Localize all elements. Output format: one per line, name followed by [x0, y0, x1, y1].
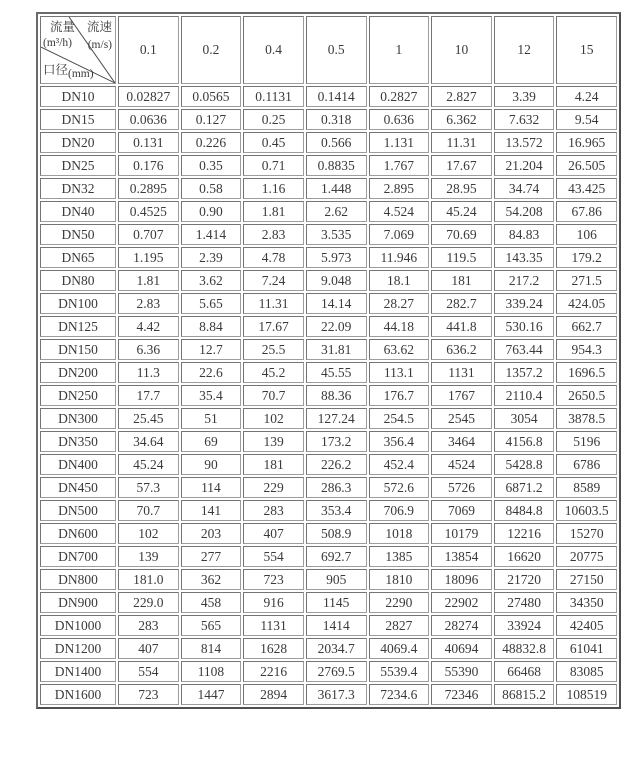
flow-value-cell: 7234.6	[369, 684, 430, 705]
flow-value-cell: 72346	[431, 684, 492, 705]
velocity-column-header: 12	[494, 16, 555, 84]
flow-value-cell: 7.632	[494, 109, 555, 130]
flow-value-cell: 0.35	[181, 155, 242, 176]
table-row	[40, 86, 617, 107]
flow-value-cell: 8484.8	[494, 500, 555, 521]
diameter-unit: (mm)	[68, 67, 94, 80]
flow-value-cell: 45.55	[306, 362, 367, 383]
flow-value-cell: 2110.4	[494, 385, 555, 406]
table-row	[40, 247, 617, 268]
flow-value-cell: 34.74	[494, 178, 555, 199]
flow-value-cell: 127.24	[306, 408, 367, 429]
flow-value-cell: 2290	[369, 592, 430, 613]
flow-value-cell: 1.131	[369, 132, 430, 153]
table-row	[40, 155, 617, 176]
flow-value-cell: 9.54	[556, 109, 617, 130]
table-row	[40, 661, 617, 682]
table-row	[40, 132, 617, 153]
flow-value-cell: 814	[181, 638, 242, 659]
flow-value-cell: 954.3	[556, 339, 617, 360]
diameter-cell: DN20	[40, 132, 116, 153]
flow-value-cell: 2545	[431, 408, 492, 429]
flow-label: 流量	[50, 20, 76, 34]
flow-value-cell: 179.2	[556, 247, 617, 268]
header-row	[40, 16, 617, 84]
flow-value-cell: 554	[243, 546, 304, 567]
flow-value-cell: 229.0	[118, 592, 179, 613]
flow-value-cell: 16620	[494, 546, 555, 567]
flow-value-cell: 34.64	[118, 431, 179, 452]
flow-value-cell: 10603.5	[556, 500, 617, 521]
flow-value-cell: 4.24	[556, 86, 617, 107]
flow-value-cell: 22.09	[306, 316, 367, 337]
flow-value-cell: 13.572	[494, 132, 555, 153]
diameter-cell: DN10	[40, 86, 116, 107]
flow-value-cell: 35.4	[181, 385, 242, 406]
flow-value-cell: 2894	[243, 684, 304, 705]
flow-value-cell: 0.1131	[243, 86, 304, 107]
flow-value-cell: 2.83	[118, 293, 179, 314]
flow-value-cell: 1.16	[243, 178, 304, 199]
flow-value-cell: 763.44	[494, 339, 555, 360]
flow-value-cell: 70.69	[431, 224, 492, 245]
diameter-cell: DN250	[40, 385, 116, 406]
flow-value-cell: 176.7	[369, 385, 430, 406]
flow-value-cell: 1131	[243, 615, 304, 636]
flow-value-cell: 66468	[494, 661, 555, 682]
flow-value-cell: 905	[306, 569, 367, 590]
diameter-cell: DN800	[40, 569, 116, 590]
diameter-cell: DN1200	[40, 638, 116, 659]
flow-value-cell: 5.973	[306, 247, 367, 268]
flow-value-cell: 13854	[431, 546, 492, 567]
flow-value-cell: 22.6	[181, 362, 242, 383]
flow-value-cell: 20775	[556, 546, 617, 567]
flow-value-cell: 0.0636	[118, 109, 179, 130]
flow-value-cell: 40694	[431, 638, 492, 659]
flow-value-cell: 69	[181, 431, 242, 452]
flow-value-cell: 662.7	[556, 316, 617, 337]
flow-value-cell: 70.7	[118, 500, 179, 521]
diameter-cell: DN100	[40, 293, 116, 314]
flow-value-cell: 42405	[556, 615, 617, 636]
flow-value-cell: 723	[243, 569, 304, 590]
flow-value-cell: 2.895	[369, 178, 430, 199]
flow-value-cell: 5196	[556, 431, 617, 452]
flow-value-cell: 277	[181, 546, 242, 567]
flow-value-cell: 21720	[494, 569, 555, 590]
flow-value-cell: 441.8	[431, 316, 492, 337]
diameter-cell: DN350	[40, 431, 116, 452]
flow-value-cell: 0.25	[243, 109, 304, 130]
flow-value-cell: 2.83	[243, 224, 304, 245]
flow-value-cell: 4524	[431, 454, 492, 475]
flow-value-cell: 55390	[431, 661, 492, 682]
flow-value-cell: 43.425	[556, 178, 617, 199]
flow-value-cell: 48832.8	[494, 638, 555, 659]
flow-value-cell: 458	[181, 592, 242, 613]
flow-value-cell: 554	[118, 661, 179, 682]
flow-value-cell: 6.36	[118, 339, 179, 360]
flow-value-cell: 530.16	[494, 316, 555, 337]
table-row	[40, 500, 617, 521]
flow-value-cell: 3.62	[181, 270, 242, 291]
flow-value-cell: 1357.2	[494, 362, 555, 383]
diameter-cell: DN65	[40, 247, 116, 268]
flow-value-cell: 254.5	[369, 408, 430, 429]
diameter-label-text: 口径	[43, 62, 69, 77]
diameter-cell: DN150	[40, 339, 116, 360]
flow-value-cell: 45.24	[118, 454, 179, 475]
flow-value-cell: 1.195	[118, 247, 179, 268]
flow-value-cell: 106	[556, 224, 617, 245]
flow-value-cell: 3617.3	[306, 684, 367, 705]
flow-value-cell: 2769.5	[306, 661, 367, 682]
flow-value-cell: 7.24	[243, 270, 304, 291]
corner-header-cell	[40, 16, 116, 84]
flow-value-cell: 139	[243, 431, 304, 452]
flow-value-cell: 45.24	[431, 201, 492, 222]
flow-value-cell: 0.71	[243, 155, 304, 176]
table-row	[40, 362, 617, 383]
flow-value-cell: 0.90	[181, 201, 242, 222]
flow-value-cell: 1.81	[243, 201, 304, 222]
flow-value-cell: 2.827	[431, 86, 492, 107]
diameter-cell: DN450	[40, 477, 116, 498]
flow-value-cell: 28.95	[431, 178, 492, 199]
diameter-cell: DN400	[40, 454, 116, 475]
flow-value-cell: 3464	[431, 431, 492, 452]
flow-value-cell: 114	[181, 477, 242, 498]
flow-value-cell: 102	[243, 408, 304, 429]
flow-value-cell: 3.39	[494, 86, 555, 107]
flow-value-cell: 181	[431, 270, 492, 291]
diameter-cell: DN500	[40, 500, 116, 521]
flow-value-cell: 3.535	[306, 224, 367, 245]
velocity-column-header: 0.5	[306, 16, 367, 84]
flow-value-cell: 57.3	[118, 477, 179, 498]
velocity-unit: (m/s)	[87, 39, 112, 51]
velocity-column-header: 10	[431, 16, 492, 84]
flow-value-cell: 17.67	[431, 155, 492, 176]
flow-value-cell: 0.58	[181, 178, 242, 199]
table-row	[40, 592, 617, 613]
flow-value-cell: 4.42	[118, 316, 179, 337]
flow-value-cell: 2827	[369, 615, 430, 636]
flow-value-cell: 5428.8	[494, 454, 555, 475]
flow-value-cell: 90	[181, 454, 242, 475]
flow-value-cell: 0.636	[369, 109, 430, 130]
flow-value-cell: 407	[243, 523, 304, 544]
flow-value-cell: 1414	[306, 615, 367, 636]
velocity-column-header: 15	[556, 16, 617, 84]
flow-value-cell: 143.35	[494, 247, 555, 268]
flow-value-cell: 339.24	[494, 293, 555, 314]
flow-value-cell: 0.4525	[118, 201, 179, 222]
flow-value-cell: 108519	[556, 684, 617, 705]
flow-value-cell: 229	[243, 477, 304, 498]
flow-value-cell: 12216	[494, 523, 555, 544]
flow-value-cell: 44.18	[369, 316, 430, 337]
table-row	[40, 270, 617, 291]
flow-value-cell: 11.946	[369, 247, 430, 268]
flow-value-cell: 3878.5	[556, 408, 617, 429]
flow-value-cell: 113.1	[369, 362, 430, 383]
table-row	[40, 224, 617, 245]
flow-value-cell: 283	[118, 615, 179, 636]
flow-value-cell: 45.2	[243, 362, 304, 383]
table-row	[40, 178, 617, 199]
flow-value-cell: 1628	[243, 638, 304, 659]
diameter-cell: DN600	[40, 523, 116, 544]
flow-value-cell: 70.7	[243, 385, 304, 406]
flow-value-cell: 3054	[494, 408, 555, 429]
flow-value-cell: 1.414	[181, 224, 242, 245]
flow-value-cell: 1696.5	[556, 362, 617, 383]
flow-value-cell: 0.1414	[306, 86, 367, 107]
table-row	[40, 684, 617, 705]
flow-value-cell: 18096	[431, 569, 492, 590]
table-row	[40, 477, 617, 498]
flow-value-cell: 25.45	[118, 408, 179, 429]
diameter-label	[43, 64, 94, 78]
flow-value-cell: 0.566	[306, 132, 367, 153]
flow-value-cell: 286.3	[306, 477, 367, 498]
diameter-cell: DN700	[40, 546, 116, 567]
flow-value-cell: 0.176	[118, 155, 179, 176]
table-body	[40, 86, 617, 705]
flow-value-cell: 0.2827	[369, 86, 430, 107]
table-row	[40, 615, 617, 636]
flow-value-cell: 27150	[556, 569, 617, 590]
table-row	[40, 109, 617, 130]
flow-value-cell: 22902	[431, 592, 492, 613]
flow-value-cell: 31.81	[306, 339, 367, 360]
flow-value-cell: 565	[181, 615, 242, 636]
flow-value-cell: 17.67	[243, 316, 304, 337]
diameter-cell: DN40	[40, 201, 116, 222]
diameter-cell: DN15	[40, 109, 116, 130]
flow-value-cell: 181.0	[118, 569, 179, 590]
flow-value-cell: 181	[243, 454, 304, 475]
flow-value-cell: 2650.5	[556, 385, 617, 406]
diameter-cell: DN125	[40, 316, 116, 337]
flow-value-cell: 4156.8	[494, 431, 555, 452]
flow-value-cell: 7.069	[369, 224, 430, 245]
table-row	[40, 638, 617, 659]
velocity-label: 流速	[86, 20, 112, 34]
flow-value-cell: 0.0565	[181, 86, 242, 107]
diameter-cell: DN900	[40, 592, 116, 613]
velocity-column-header: 1	[369, 16, 430, 84]
flow-value-cell: 8589	[556, 477, 617, 498]
flow-value-cell: 7069	[431, 500, 492, 521]
flow-value-cell: 1447	[181, 684, 242, 705]
flow-value-cell: 9.048	[306, 270, 367, 291]
flow-value-cell: 1108	[181, 661, 242, 682]
flow-value-cell: 10179	[431, 523, 492, 544]
flow-value-cell: 28274	[431, 615, 492, 636]
flow-value-cell: 141	[181, 500, 242, 521]
flow-value-cell: 21.204	[494, 155, 555, 176]
flow-value-cell: 572.6	[369, 477, 430, 498]
table-row	[40, 523, 617, 544]
diameter-cell: DN1600	[40, 684, 116, 705]
flow-value-cell: 0.8835	[306, 155, 367, 176]
flow-value-cell: 508.9	[306, 523, 367, 544]
flow-value-cell: 2.39	[181, 247, 242, 268]
velocity-column-header: 0.4	[243, 16, 304, 84]
velocity-column-header: 0.2	[181, 16, 242, 84]
flow-value-cell: 14.14	[306, 293, 367, 314]
table-row	[40, 408, 617, 429]
flow-value-cell: 54.208	[494, 201, 555, 222]
flow-value-cell: 27480	[494, 592, 555, 613]
diameter-cell: DN25	[40, 155, 116, 176]
flow-value-cell: 33924	[494, 615, 555, 636]
flow-value-cell: 283	[243, 500, 304, 521]
flow-value-cell: 5726	[431, 477, 492, 498]
flow-value-cell: 0.127	[181, 109, 242, 130]
flow-value-cell: 15270	[556, 523, 617, 544]
flow-value-cell: 51	[181, 408, 242, 429]
flow-value-cell: 63.62	[369, 339, 430, 360]
flow-value-cell: 2.62	[306, 201, 367, 222]
flow-value-cell: 0.226	[181, 132, 242, 153]
flow-value-cell: 0.131	[118, 132, 179, 153]
diameter-cell: DN200	[40, 362, 116, 383]
flow-value-cell: 692.7	[306, 546, 367, 567]
velocity-column-header: 0.1	[118, 16, 179, 84]
diameter-cell: DN32	[40, 178, 116, 199]
flow-value-cell: 452.4	[369, 454, 430, 475]
flow-value-cell: 6871.2	[494, 477, 555, 498]
flow-value-cell: 353.4	[306, 500, 367, 521]
flow-value-cell: 11.31	[243, 293, 304, 314]
flow-value-cell: 1131	[431, 362, 492, 383]
flow-value-cell: 1145	[306, 592, 367, 613]
flow-value-cell: 11.31	[431, 132, 492, 153]
flow-value-cell: 119.5	[431, 247, 492, 268]
flow-value-cell: 356.4	[369, 431, 430, 452]
flow-value-cell: 636.2	[431, 339, 492, 360]
flow-value-cell: 0.2895	[118, 178, 179, 199]
flow-value-cell: 0.707	[118, 224, 179, 245]
flow-value-cell: 4.524	[369, 201, 430, 222]
flow-value-cell: 282.7	[431, 293, 492, 314]
flow-value-cell: 226.2	[306, 454, 367, 475]
flow-value-cell: 28.27	[369, 293, 430, 314]
flow-value-cell: 67.86	[556, 201, 617, 222]
flow-value-cell: 86815.2	[494, 684, 555, 705]
flow-value-cell: 0.02827	[118, 86, 179, 107]
flow-value-cell: 5.65	[181, 293, 242, 314]
flow-value-cell: 1018	[369, 523, 430, 544]
flow-value-cell: 88.36	[306, 385, 367, 406]
flow-value-cell: 2216	[243, 661, 304, 682]
flow-value-cell: 6786	[556, 454, 617, 475]
flow-value-cell: 1.448	[306, 178, 367, 199]
flow-value-cell: 8.84	[181, 316, 242, 337]
table-row	[40, 385, 617, 406]
diameter-cell: DN300	[40, 408, 116, 429]
table-row	[40, 201, 617, 222]
flow-value-cell: 271.5	[556, 270, 617, 291]
flow-value-cell: 173.2	[306, 431, 367, 452]
table-row	[40, 339, 617, 360]
flow-value-cell: 26.505	[556, 155, 617, 176]
flow-value-cell: 2034.7	[306, 638, 367, 659]
flow-value-cell: 916	[243, 592, 304, 613]
flow-value-cell: 83085	[556, 661, 617, 682]
flow-value-cell: 5539.4	[369, 661, 430, 682]
flow-value-cell: 17.7	[118, 385, 179, 406]
flow-value-cell: 1.81	[118, 270, 179, 291]
flow-value-cell: 16.965	[556, 132, 617, 153]
flow-value-cell: 1385	[369, 546, 430, 567]
flow-value-cell: 362	[181, 569, 242, 590]
flow-value-cell: 217.2	[494, 270, 555, 291]
flow-value-cell: 34350	[556, 592, 617, 613]
table-row	[40, 454, 617, 475]
flow-value-cell: 723	[118, 684, 179, 705]
flow-value-cell: 407	[118, 638, 179, 659]
table-row	[40, 293, 617, 314]
flow-value-cell: 25.5	[243, 339, 304, 360]
table-row	[40, 569, 617, 590]
table-row	[40, 431, 617, 452]
table-row	[40, 546, 617, 567]
flow-value-cell: 11.3	[118, 362, 179, 383]
flow-value-cell: 1.767	[369, 155, 430, 176]
diameter-cell: DN1400	[40, 661, 116, 682]
flow-value-cell: 0.45	[243, 132, 304, 153]
flow-value-cell: 6.362	[431, 109, 492, 130]
flow-value-cell: 0.318	[306, 109, 367, 130]
flow-rate-table	[36, 12, 621, 709]
flow-value-cell: 706.9	[369, 500, 430, 521]
diameter-cell: DN80	[40, 270, 116, 291]
flow-unit: (m³/h)	[43, 37, 72, 49]
flow-value-cell: 18.1	[369, 270, 430, 291]
flow-value-cell: 1767	[431, 385, 492, 406]
flow-value-cell: 424.05	[556, 293, 617, 314]
diameter-cell: DN1000	[40, 615, 116, 636]
flow-value-cell: 4069.4	[369, 638, 430, 659]
flow-value-cell: 1810	[369, 569, 430, 590]
table-row	[40, 316, 617, 337]
flow-value-cell: 102	[118, 523, 179, 544]
flow-value-cell: 139	[118, 546, 179, 567]
flow-value-cell: 12.7	[181, 339, 242, 360]
flow-value-cell: 84.83	[494, 224, 555, 245]
flow-value-cell: 4.78	[243, 247, 304, 268]
flow-value-cell: 203	[181, 523, 242, 544]
diameter-cell: DN50	[40, 224, 116, 245]
flow-value-cell: 61041	[556, 638, 617, 659]
